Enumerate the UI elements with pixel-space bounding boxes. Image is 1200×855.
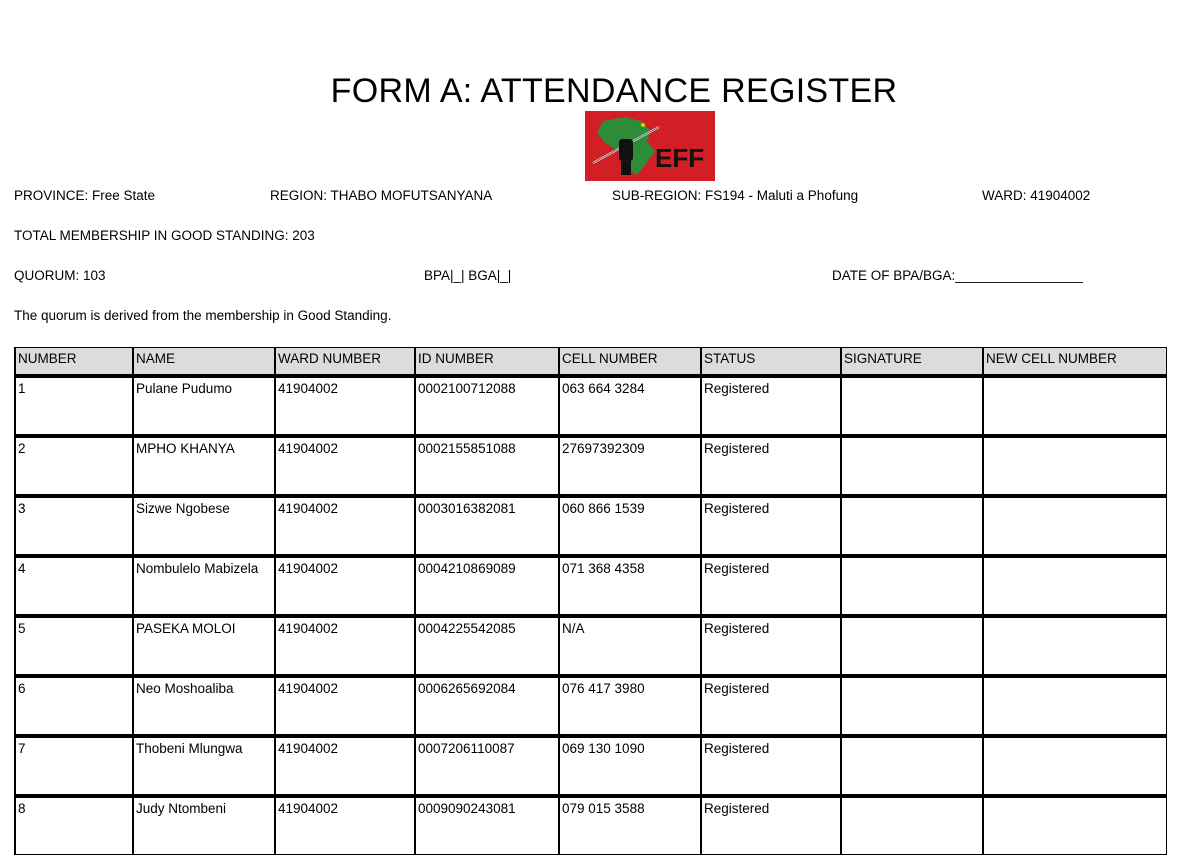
cell-signature[interactable] — [841, 736, 983, 796]
cell-ward: 41904002 — [275, 616, 415, 676]
cell-name: Pulane Pudumo — [133, 376, 275, 436]
header-id-number: ID NUMBER — [415, 348, 559, 377]
cell-number: 8 — [15, 796, 133, 855]
cell-name: MPHO KHANYA — [133, 436, 275, 496]
cell-name: Nombulelo Mabizela — [133, 556, 275, 616]
header-name: NAME — [133, 348, 275, 377]
cell-name: Thobeni Mlungwa — [133, 736, 275, 796]
cell-signature[interactable] — [841, 376, 983, 436]
table-row — [15, 436, 1167, 496]
header-new-cell-number: NEW CELL NUMBER — [983, 348, 1167, 377]
cell-phone: 27697392309 — [559, 436, 701, 496]
cell-signature[interactable] — [841, 616, 983, 676]
attendance-table — [14, 347, 1167, 855]
cell-ward: 41904002 — [275, 736, 415, 796]
cell-signature[interactable] — [841, 796, 983, 855]
cell-number: 7 — [15, 736, 133, 796]
cell-number: 1 — [15, 376, 133, 436]
cell-id: 0002155851088 — [415, 436, 559, 496]
cell-status: Registered — [701, 736, 841, 796]
cell-ward: 41904002 — [275, 556, 415, 616]
table-row — [15, 556, 1167, 616]
table-row — [15, 376, 1167, 436]
total-membership-label: TOTAL MEMBERSHIP IN GOOD STANDING: 203 — [14, 228, 315, 243]
cell-status: Registered — [701, 376, 841, 436]
sub-region-label: SUB-REGION: FS194 - Maluti a Phofung — [612, 188, 859, 203]
table-row — [15, 616, 1167, 676]
cell-phone: 069 130 1090 — [559, 736, 701, 796]
header-number: NUMBER — [15, 348, 133, 377]
cell-status: Registered — [701, 796, 841, 855]
cell-id: 0007206110087 — [415, 736, 559, 796]
ward-label: WARD: 41904002 — [982, 188, 1091, 203]
table-header-row — [15, 348, 1167, 377]
cell-id: 0004225542085 — [415, 616, 559, 676]
cell-id: 0003016382081 — [415, 496, 559, 556]
header-signature: SIGNATURE — [841, 348, 983, 377]
cell-ward: 41904002 — [275, 676, 415, 736]
header-ward-number: WARD NUMBER — [275, 348, 415, 377]
cell-phone: 076 417 3980 — [559, 676, 701, 736]
bpa-bga-label: BPA|_| BGA|_| — [424, 268, 512, 283]
cell-name: Judy Ntombeni — [133, 796, 275, 855]
cell-new-phone[interactable] — [983, 376, 1167, 436]
cell-number: 3 — [15, 496, 133, 556]
cell-number: 2 — [15, 436, 133, 496]
cell-signature[interactable] — [841, 496, 983, 556]
quorum-note: The quorum is derived from the membership in Good Standing. — [14, 308, 392, 323]
cell-new-phone[interactable] — [983, 736, 1167, 796]
cell-ward: 41904002 — [275, 436, 415, 496]
cell-status: Registered — [701, 616, 841, 676]
header-status: STATUS — [701, 348, 841, 377]
date-label: DATE OF BPA/BGA:_________________ — [832, 268, 1083, 283]
cell-status: Registered — [701, 676, 841, 736]
cell-signature[interactable] — [841, 436, 983, 496]
cell-ward: 41904002 — [275, 496, 415, 556]
cell-number: 4 — [15, 556, 133, 616]
cell-name: Sizwe Ngobese — [133, 496, 275, 556]
cell-id: 0002100712088 — [415, 376, 559, 436]
cell-id: 0006265692084 — [415, 676, 559, 736]
cell-status: Registered — [701, 436, 841, 496]
cell-id: 0004210869089 — [415, 556, 559, 616]
cell-ward: 41904002 — [275, 376, 415, 436]
logo-text: EFF — [655, 143, 705, 173]
table-row — [15, 736, 1167, 796]
cell-signature[interactable] — [841, 556, 983, 616]
page-title: FORM A: ATTENDANCE REGISTER — [330, 72, 898, 110]
cell-status: Registered — [701, 496, 841, 556]
cell-signature[interactable] — [841, 676, 983, 736]
quorum-label: QUORUM: 103 — [14, 268, 106, 283]
table-row — [15, 796, 1167, 855]
province-label: PROVINCE: Free State — [14, 188, 156, 203]
cell-new-phone[interactable] — [983, 556, 1167, 616]
cell-new-phone[interactable] — [983, 616, 1167, 676]
cell-new-phone[interactable] — [983, 796, 1167, 855]
eff-logo — [585, 111, 715, 181]
cell-phone: 071 368 4358 — [559, 556, 701, 616]
table-row — [15, 676, 1167, 736]
cell-phone: 079 015 3588 — [559, 796, 701, 855]
cell-number: 6 — [15, 676, 133, 736]
cell-new-phone[interactable] — [983, 676, 1167, 736]
cell-name: Neo Moshoaliba — [133, 676, 275, 736]
cell-name: PASEKA MOLOI — [133, 616, 275, 676]
cell-ward: 41904002 — [275, 796, 415, 855]
header-cell-number: CELL NUMBER — [559, 348, 701, 377]
cell-new-phone[interactable] — [983, 496, 1167, 556]
region-label: REGION: THABO MOFUTSANYANA — [270, 188, 493, 203]
cell-phone: 060 866 1539 — [559, 496, 701, 556]
cell-id: 0009090243081 — [415, 796, 559, 855]
cell-new-phone[interactable] — [983, 436, 1167, 496]
table-row — [15, 496, 1167, 556]
cell-number: 5 — [15, 616, 133, 676]
cell-status: Registered — [701, 556, 841, 616]
cell-phone: N/A — [559, 616, 701, 676]
cell-phone: 063 664 3284 — [559, 376, 701, 436]
